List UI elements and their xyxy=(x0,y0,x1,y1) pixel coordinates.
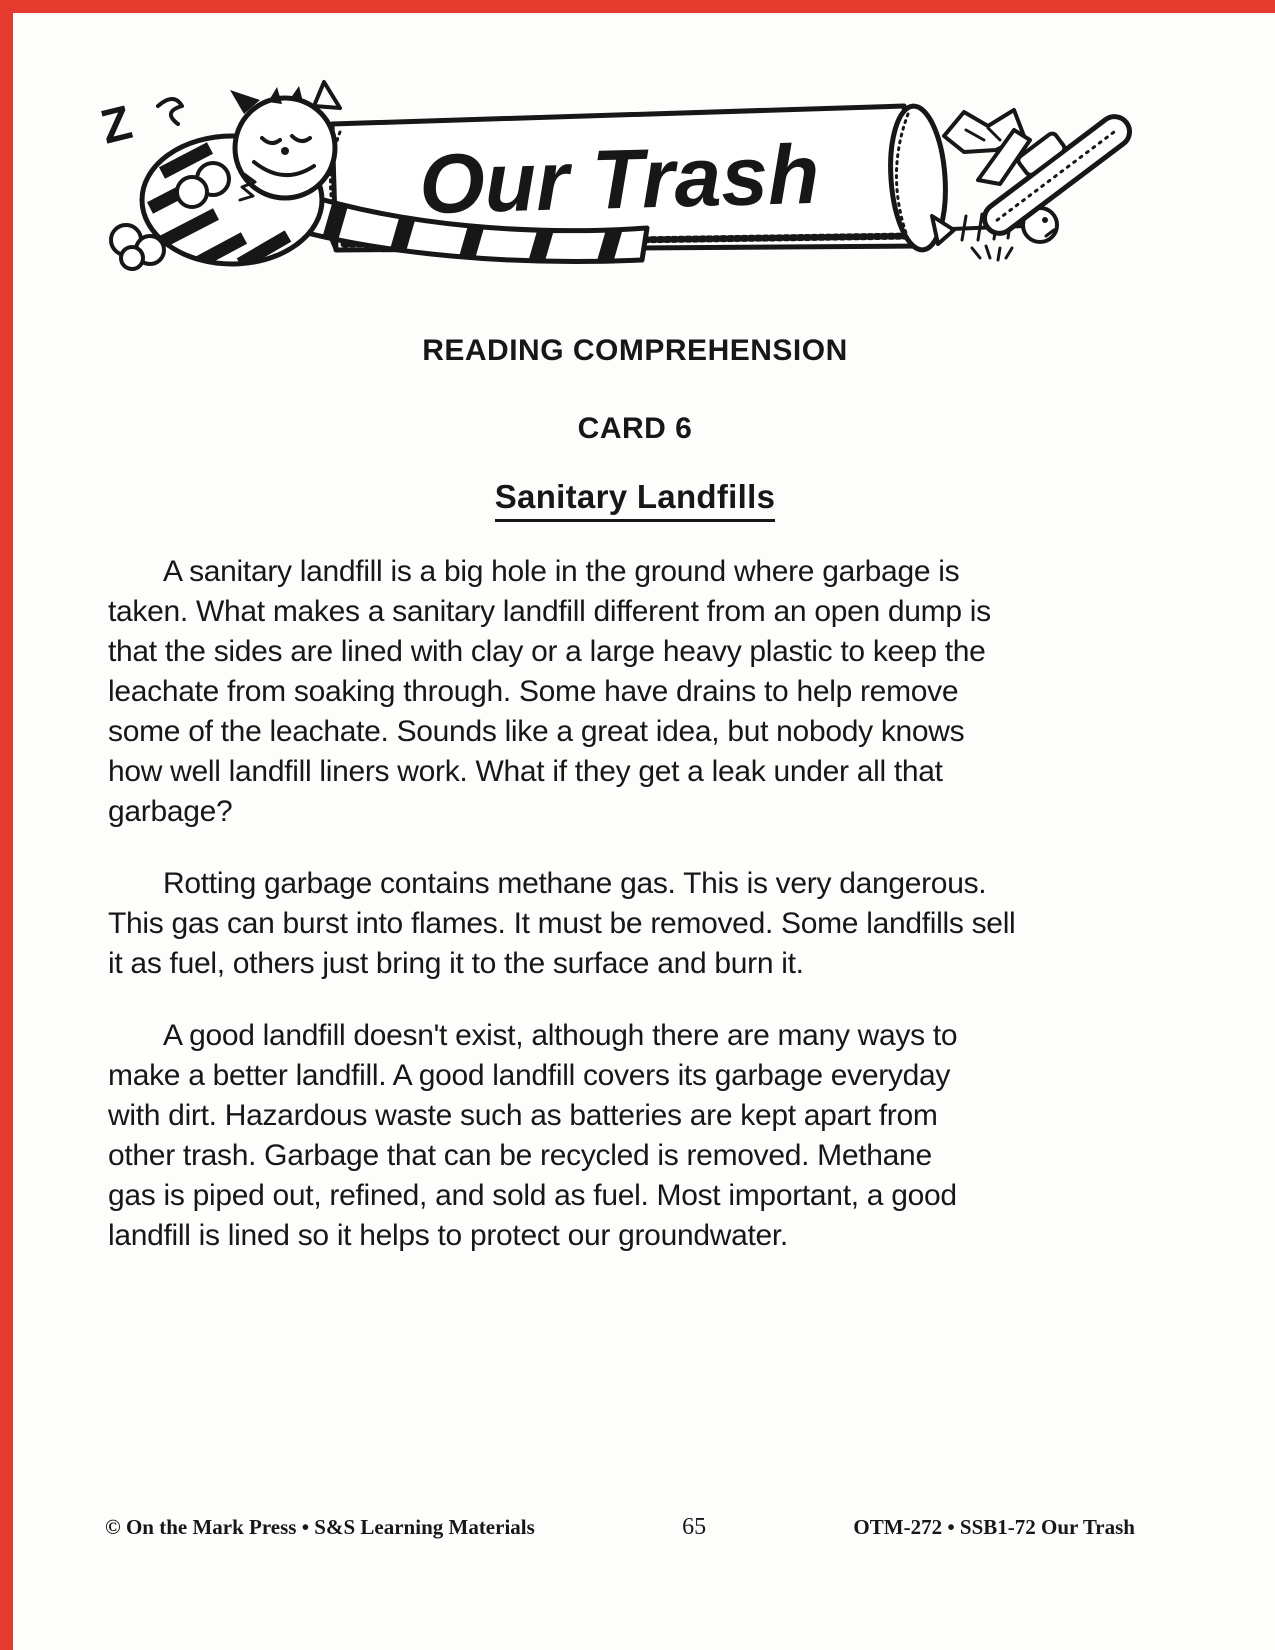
text-line: that the sides are lined with clay or a large heavy plastic to keep the xyxy=(108,635,986,668)
page-footer xyxy=(105,1514,1135,1541)
text-line: it as fuel, others just bring it to the surface and burn it. xyxy=(108,947,804,980)
text-line: landfill is lined so it helps to protect our groundwater. xyxy=(108,1219,788,1252)
text-line: with dirt. Hazardous waste such as batteries are kept apart from xyxy=(108,1099,938,1132)
banner-title: Our Trash xyxy=(418,126,821,232)
red-scan-edge-left xyxy=(0,0,13,1650)
text-line: This gas can burst into flames. It must be removed. Some landfills sell xyxy=(108,907,1016,940)
page-number: 65 xyxy=(682,1514,707,1540)
product-code-text: OTM-272 • SSB1-72 Our Trash xyxy=(853,1515,1135,1539)
reading-passage xyxy=(108,552,1193,1288)
card-number-heading: CARD 6 xyxy=(577,412,693,445)
paragraph-3 xyxy=(108,1016,1193,1256)
text-line: A sanitary landfill is a big hole in the ground where garbage is xyxy=(163,555,960,588)
text-line: some of the leachate. Sounds like a great idea, but nobody knows xyxy=(108,715,965,748)
text-line: Rotting garbage contains methane gas. This is very dangerous. xyxy=(163,867,987,900)
text-line: how well landfill liners work. What if they get a leak under all that xyxy=(108,755,943,788)
reading-comprehension-heading: READING COMPREHENSION xyxy=(422,334,848,367)
text-line: gas is piped out, refined, and sold as fuel. Most important, a good xyxy=(108,1179,957,1212)
text-line: other trash. Garbage that can be recycled is removed. Methane xyxy=(108,1139,932,1172)
zzz-icon xyxy=(96,96,182,155)
card-title-underlined: Sanitary Landfills xyxy=(495,478,775,522)
text-line: leachate from soaking through. Some have drains to help remove xyxy=(108,675,959,708)
text-line: make a better landfill. A good landfill covers its garbage everyday xyxy=(108,1059,951,1092)
paragraph-1 xyxy=(108,552,1193,832)
paragraph-2 xyxy=(108,864,1193,984)
red-scan-edge-top xyxy=(0,0,1275,13)
text-line: taken. What makes a sanitary landfill different from an open dump is xyxy=(108,595,991,628)
text-line: garbage? xyxy=(108,795,233,828)
copyright-text: © On the Mark Press • S&S Learning Materials xyxy=(105,1515,535,1539)
header-illustration xyxy=(92,78,1157,278)
text-line: A good landfill doesn't exist, although there are many ways to xyxy=(163,1019,958,1052)
svg-text:Z: Z xyxy=(95,96,138,155)
